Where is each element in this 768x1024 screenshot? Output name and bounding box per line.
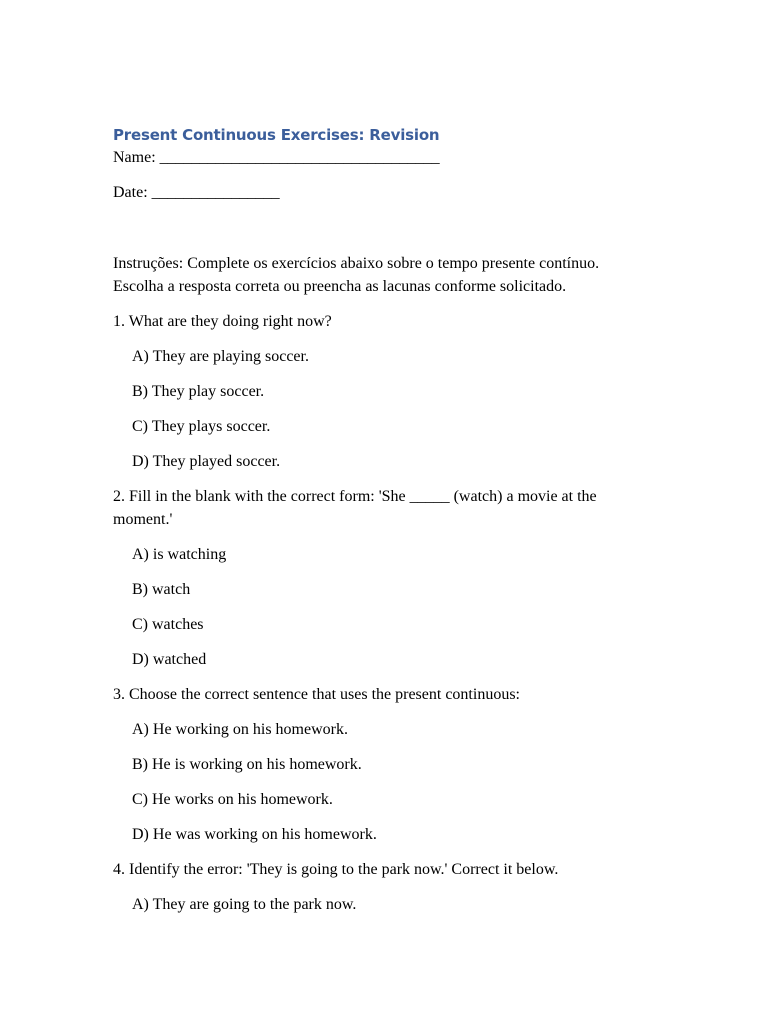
answer-option: A) He working on his homework. xyxy=(132,721,348,738)
instructions-paragraph: Instruções: Complete os exercícios abaixo sobre o tempo presente contínuo. Escolha a resposta correta ou preencha as lacunas conforme solicitado. xyxy=(113,255,600,295)
answer-option: A) They are going to the park now. xyxy=(132,896,357,913)
answer-option: A) They are playing soccer. xyxy=(132,348,309,365)
answer-option: C) He works on his homework. xyxy=(132,791,333,808)
document-title: Present Continuous Exercises: Revision xyxy=(113,126,440,144)
name-field: Name: ___________________________________ xyxy=(113,149,440,166)
question-block xyxy=(113,683,633,846)
document-page xyxy=(113,124,633,916)
question-text: 1. What are they doing right now? xyxy=(113,313,332,330)
answer-option: D) They played soccer. xyxy=(132,453,281,470)
answer-option: B) They play soccer. xyxy=(132,383,265,400)
question-block xyxy=(113,858,633,916)
question-text: 2. Fill in the blank with the correct form: 'She _____ (watch) a movie at the moment.' xyxy=(113,488,597,528)
answer-option: D) watched xyxy=(132,651,207,668)
question-block xyxy=(113,485,633,671)
question-text: 4. Identify the error: 'They is going to the park now.' Correct it below. xyxy=(113,861,559,878)
question-text: 3. Choose the correct sentence that uses the present continuous: xyxy=(113,686,520,703)
answer-option: B) watch xyxy=(132,581,191,598)
answer-option: D) He was working on his homework. xyxy=(132,826,377,843)
answer-option: A) is watching xyxy=(132,546,227,563)
answer-option: C) watches xyxy=(132,616,204,633)
date-field: Date: ________________ xyxy=(113,184,280,201)
answer-option: C) They plays soccer. xyxy=(132,418,271,435)
answer-option: B) He is working on his homework. xyxy=(132,756,362,773)
question-block xyxy=(113,310,633,473)
